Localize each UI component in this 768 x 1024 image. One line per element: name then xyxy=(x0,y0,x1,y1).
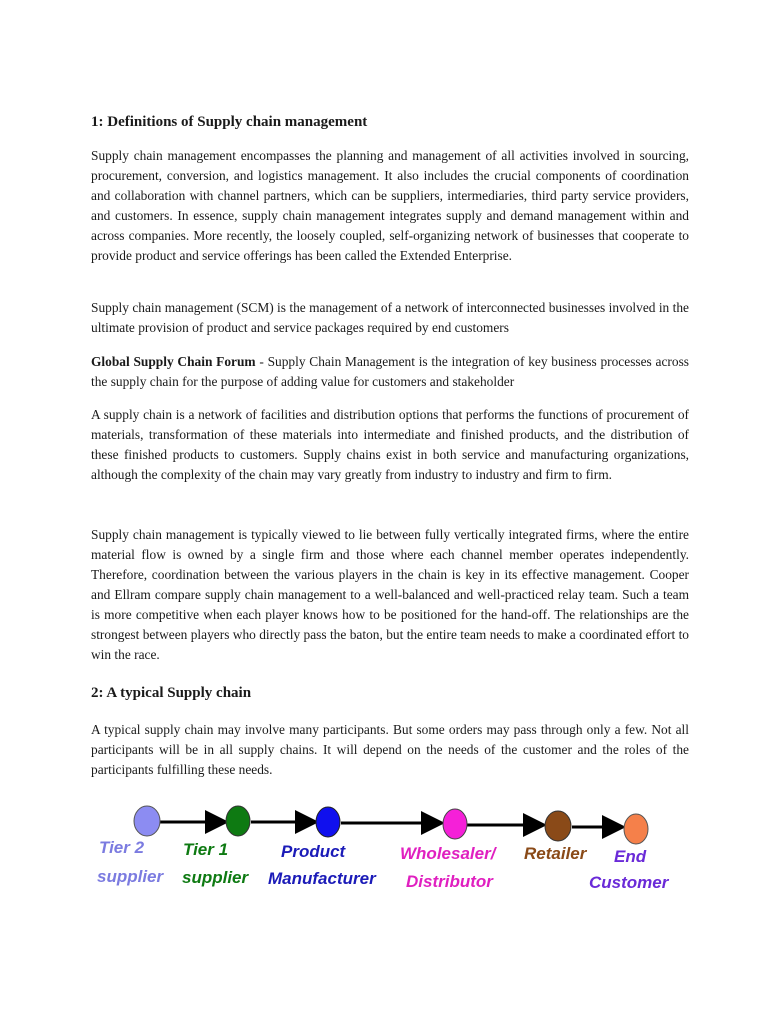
section-2-paragraph-1: A typical supply chain may involve many participants. But some orders may pass through only a few. Not all participants will be in all supply chains. It will depend on the needs of the customer and the roles of the participants fulfilling these needs. xyxy=(91,722,689,777)
label-manufacturer-line1: Product xyxy=(281,842,346,861)
section-1-paragraph-4: A supply chain is a network of facilities and distribution options that performs the functions of procurement of materials, transformation of these materials into intermediate and finished products, and the distribution of these finished products to customers. Supply chains exist in both service and manufacturing organizations, although the complexity of the chain may vary greatly from industry to industry and firm to firm. xyxy=(91,407,689,482)
section-2-heading: 2: A typical Supply chain xyxy=(91,685,252,701)
node-product-manufacturer xyxy=(316,807,340,837)
forum-definition: - Supply Chain Management is the integration of key business processes across the supply chain for the purpose of adding value for customers and stakeholder xyxy=(91,354,689,389)
section-1-paragraph-2: Supply chain management (SCM) is the management of a network of interconnected businesses involved in the ultimate provision of product and service packages required by end customers xyxy=(91,300,689,335)
section-1-heading: 1: Definitions of Supply chain management xyxy=(91,114,368,130)
section-1-paragraph-1: Supply chain management encompasses the planning and management of all activities involved in sourcing, procurement, conversion, and logistics management. It also includes the crucial components of coordination and collaboration with channel partners, which can be suppliers, intermediaries, third party service providers, and customers. In essence, supply chain management integrates supply and demand management within and across companies. More recently, the loosely coupled, self-organizing network of businesses that cooperate to provide product and service offerings has been called the Extended Enterprise. xyxy=(91,148,689,263)
node-retailer xyxy=(545,811,571,841)
label-manufacturer-line2: Manufacturer xyxy=(268,869,376,888)
forum-name: Global Supply Chain Forum xyxy=(91,354,256,369)
label-tier2-line1: Tier 2 xyxy=(99,838,145,857)
label-customer-line2: Customer xyxy=(589,873,669,892)
section-1-paragraph-5: Supply chain management is typically viewed to lie between fully vertically integrated firms, where the entire material flow is owned by a single firm and those where each channel member operates independently. Therefore, coordination between the various players in the chain is key in its effective management. Cooper and Ellram compare supply chain management to a well-balanced and well-practiced relay team. Such a team is more competitive when each player knows how to be positioned for the hand-off. The relationships are the strongest between players who directly pass the baton, but the entire team needs to make a coordinated effort to win the race. xyxy=(91,527,689,662)
label-tier1-line1: Tier 1 xyxy=(183,840,229,859)
node-wholesaler-distributor xyxy=(443,809,467,839)
label-customer-line1: End xyxy=(614,847,647,866)
label-tier1-line2: supplier xyxy=(182,868,249,887)
node-tier2-supplier xyxy=(134,806,160,836)
label-distributor-line2: Distributor xyxy=(406,872,493,891)
label-retailer-line1: Retailer xyxy=(524,844,587,863)
label-tier2-line2: supplier xyxy=(97,867,164,886)
node-end-customer xyxy=(624,814,648,844)
node-tier1-supplier xyxy=(226,806,250,836)
section-1-paragraph-3 xyxy=(91,352,689,392)
label-distributor-line1: Wholesaler/ xyxy=(400,844,496,863)
